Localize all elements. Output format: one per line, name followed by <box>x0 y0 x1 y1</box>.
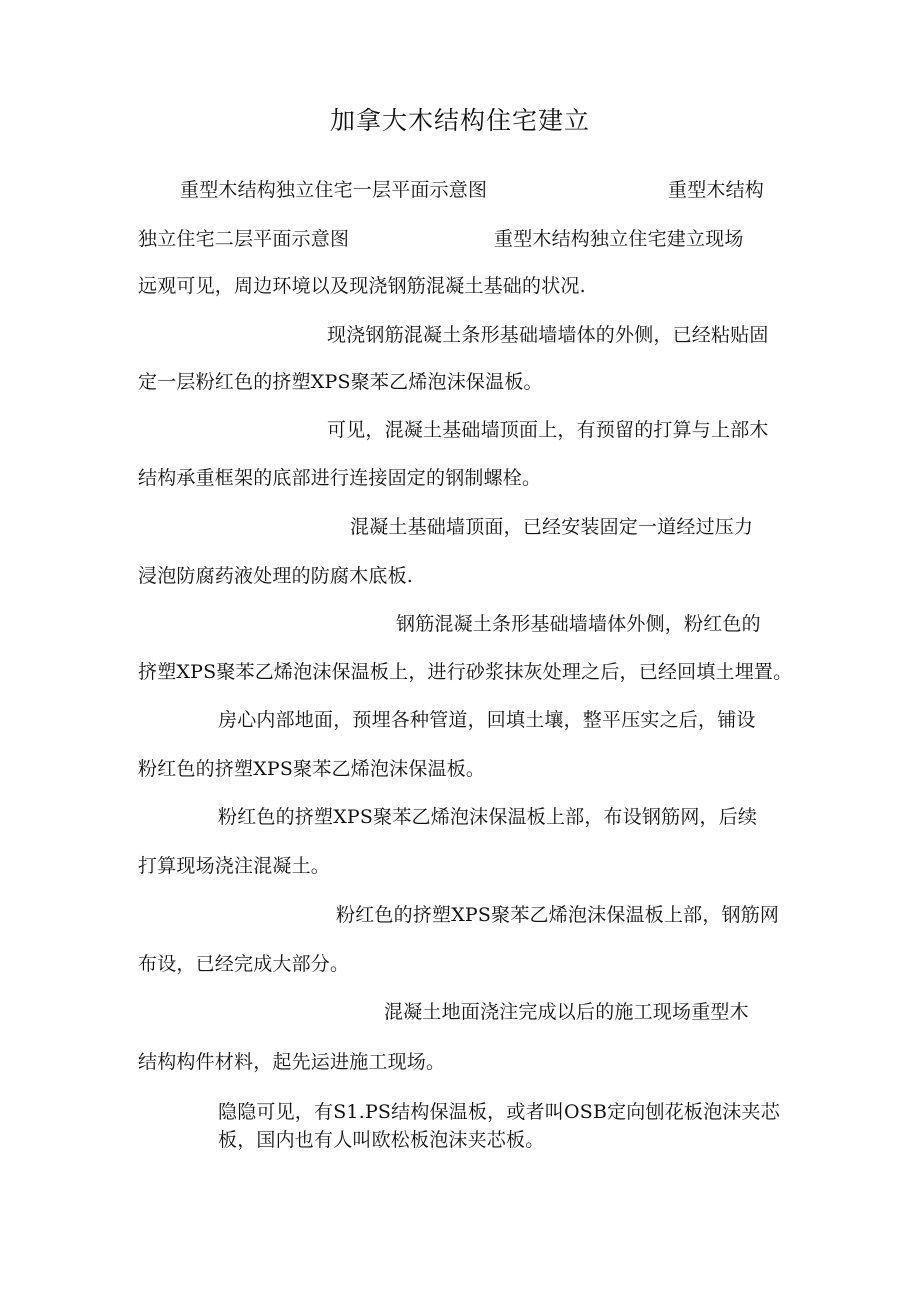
paragraph-line: 混凝土地面浇注完成以后的施工现场重型木 <box>384 1001 749 1023</box>
paragraph-line: 钢筋混凝土条形基础墙墙体外侧，粉红色的 <box>396 613 761 635</box>
paragraph-line: 粉红色的挤塑XPS聚苯乙烯泡沫保温板上部，钢筋网 <box>336 904 780 926</box>
paragraph-line: 挤塑XPS聚苯乙烯泡沫保温板上，进行砂浆抹灰处理之后，已经回填土埋置。 <box>138 661 793 683</box>
paragraph-line: 粉红色的挤塑XPS聚苯乙烯泡沫保温板上部，布设钢筋网，后续 <box>218 806 758 828</box>
paragraph-line: 混凝土基础墙顶面，已经安装固定一道经过压力 <box>350 516 754 538</box>
paragraph-line: 重型木结构独立住宅建立现场 <box>494 228 744 250</box>
paragraph-line: 重型木结构 <box>668 179 765 201</box>
paragraph-line: 浸泡防腐药液处理的防腐木底板. <box>138 565 414 587</box>
paragraph-line: 重型木结构独立住宅一层平面示意图 <box>180 179 488 201</box>
paragraph-line: 独立住宅二层平面示意图 <box>138 228 350 250</box>
paragraph-line: 房心内部地面，预埋各种管道，回填土壤，整平压实之后，铺设 <box>218 709 756 731</box>
paragraph-line: 结构构件材料，起先运进施工现场。 <box>138 1051 446 1073</box>
paragraph-line: 粉红色的挤塑XPS聚苯乙烯泡沫保温板。 <box>138 758 486 780</box>
paragraph-line: 隐隐可见，有S1.PS结构保温板，或者叫OSB定向刨花板泡沫夹芯 <box>218 1101 780 1123</box>
paragraph-line: 现浇钢筋混凝土条形基础墙墙体的外侧，已经粘贴固 <box>327 324 769 346</box>
paragraph-line: 定一层粉红色的挤塑XPS聚苯乙烯泡沫保温板。 <box>138 371 543 393</box>
paragraph-line: 板，国内也有人叫欧松板泡沫夹芯板。 <box>218 1129 545 1151</box>
paragraph-line: 远观可见，周边环境以及现浇钢筋混凝土基础的状况. <box>138 275 586 297</box>
paragraph-line: 结构承重框架的底部进行连接固定的钢制螺栓。 <box>138 467 542 489</box>
paragraph-line: 可见，混凝土基础墙顶面上，有预留的打算与上部木 <box>327 419 769 441</box>
paragraph-line: 布设，已经完成大部分。 <box>138 953 350 975</box>
paragraph-line: 打算现场浇注混凝土。 <box>138 855 331 877</box>
document-title: 加拿大木结构住宅建立 <box>329 106 590 135</box>
